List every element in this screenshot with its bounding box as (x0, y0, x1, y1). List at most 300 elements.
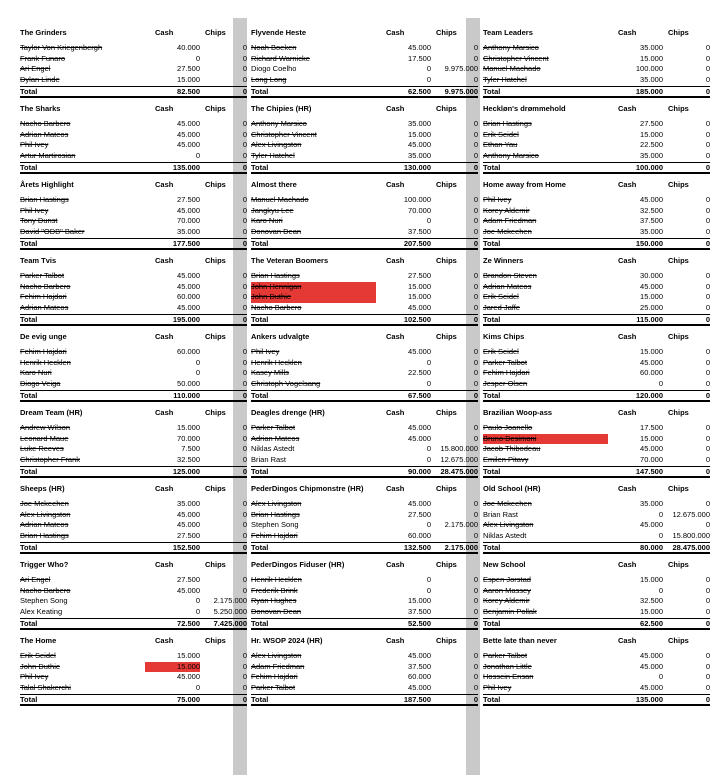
team-title: Sheeps (HR) (20, 484, 65, 493)
team-header-row (20, 256, 247, 268)
player-chips: 0 (242, 227, 247, 237)
player-chips: 0 (473, 509, 478, 519)
team-header-row (20, 560, 247, 572)
player-cash: 45.000 (640, 651, 663, 660)
player-name: Fehim Hajdari (251, 531, 298, 541)
total-chips: 0 (473, 618, 478, 628)
team-table (20, 636, 247, 706)
chips-header: Chips (436, 180, 457, 189)
total-row (483, 618, 710, 631)
team-header-row (251, 104, 478, 116)
player-chips: 0 (473, 75, 478, 85)
player-name: Brandon Steven (483, 271, 537, 280)
player-chips: 0 (473, 227, 478, 237)
total-chips: 28.475.000 (672, 542, 710, 552)
team-header-row (251, 636, 478, 648)
total-row (20, 86, 247, 99)
total-chips: 9.975.000 (444, 86, 478, 96)
player-row (483, 520, 710, 531)
total-row (483, 314, 710, 327)
team-title: The Chipies (HR) (251, 104, 312, 113)
player-chips: 0 (705, 651, 710, 660)
total-cash: 100.000 (635, 162, 663, 172)
player-cash: 100.000 (403, 195, 431, 204)
player-cash: 15.000 (640, 607, 663, 617)
player-row (20, 499, 247, 510)
team-table (20, 408, 247, 478)
total-row (20, 466, 247, 479)
total-label: Total (483, 238, 501, 248)
player-row (20, 434, 247, 445)
player-row (483, 510, 710, 521)
player-chips: 0 (242, 303, 247, 313)
player-chips: 0 (705, 129, 710, 139)
player-name: Adrian Mateos (20, 520, 69, 530)
team-table (20, 332, 247, 402)
chips-header: Chips (668, 28, 689, 37)
player-name: Benjamin Pollak (483, 607, 537, 617)
player-cash: 37.500 (408, 661, 431, 671)
total-chips: 0 (705, 86, 710, 96)
player-chips: 0 (473, 683, 478, 693)
total-chips: 2.175.000 (444, 542, 478, 552)
player-chips: 0 (473, 596, 478, 606)
player-row (251, 347, 478, 358)
player-cash: 0 (195, 357, 200, 367)
team-header-row (483, 560, 710, 572)
player-name: Parker Talbot (20, 271, 65, 280)
player-chips: 0 (473, 607, 478, 617)
player-chips: 0 (242, 292, 247, 302)
player-cash: 40.000 (177, 43, 200, 52)
player-cash: 32.500 (640, 596, 663, 606)
player-row (251, 54, 478, 65)
player-name: Jonathan Little (483, 661, 532, 671)
player-cash: 45.000 (177, 585, 200, 595)
player-chips: 0 (705, 271, 710, 280)
player-row (251, 303, 478, 314)
team-table (251, 256, 478, 326)
chips-header: Chips (436, 636, 457, 645)
player-cash: 37.500 (408, 227, 431, 237)
player-chips: 0 (473, 43, 478, 52)
player-row (251, 575, 478, 586)
player-chips: 0 (473, 423, 478, 432)
team-title: The Sharks (20, 104, 61, 113)
player-row (251, 195, 478, 206)
player-name: Jangkyu Lee (251, 205, 294, 215)
player-row (251, 434, 478, 445)
chips-header: Chips (436, 256, 457, 265)
team-title: PederDingos Fiduser (HR) (251, 560, 345, 569)
total-label: Total (20, 466, 38, 476)
player-cash: 15.000 (640, 433, 663, 443)
player-row (20, 444, 247, 455)
player-chips: 0 (705, 140, 710, 150)
team-header-row (20, 484, 247, 496)
player-chips: 2.175.000 (213, 596, 247, 606)
player-name: Brian Hastings (251, 509, 300, 519)
player-name: Christopher Frank (20, 455, 81, 465)
player-chips: 0 (473, 281, 478, 291)
cash-header: Cash (386, 28, 405, 37)
team-table (251, 560, 478, 630)
player-name: Erik Seidel (483, 292, 519, 302)
player-cash: 0 (426, 455, 431, 465)
total-cash: 132.500 (403, 542, 431, 552)
total-row (20, 162, 247, 175)
team-title: The Home (20, 636, 57, 645)
player-chips: 0 (242, 672, 247, 682)
team-header-row (251, 180, 478, 192)
player-row (251, 130, 478, 141)
player-cash: 0 (195, 53, 200, 63)
team-table (483, 484, 710, 554)
player-row (20, 347, 247, 358)
player-name: Henrik Hecklen (251, 357, 302, 367)
total-row (20, 238, 247, 251)
total-cash: 90.000 (408, 466, 431, 476)
total-chips: 0 (473, 162, 478, 172)
player-row (483, 358, 710, 369)
total-row (251, 618, 478, 631)
player-row (483, 54, 710, 65)
cash-header: Cash (618, 408, 637, 417)
player-name: Donovan Dean (251, 607, 302, 617)
total-chips: 0 (242, 390, 247, 400)
player-cash: 50.000 (177, 379, 200, 389)
player-name: Fehim Hajdari (20, 292, 67, 302)
total-chips: 0 (705, 694, 710, 704)
cash-header: Cash (386, 256, 405, 265)
player-chips: 15.800.000 (440, 444, 478, 454)
player-row (483, 140, 710, 151)
player-chips: 0 (705, 520, 710, 530)
team-header-row (483, 636, 710, 648)
player-row (20, 368, 247, 379)
total-label: Total (251, 466, 269, 476)
player-name: Joe Mckeehen (20, 499, 69, 508)
cash-header: Cash (618, 560, 637, 569)
player-name: Nacho Barbero (20, 585, 71, 595)
player-cash: 60.000 (177, 347, 200, 356)
player-row (20, 672, 247, 683)
total-row (20, 618, 247, 631)
team-table (251, 408, 478, 478)
team-table (483, 560, 710, 630)
player-cash: 27.500 (177, 195, 200, 204)
player-row (20, 282, 247, 293)
player-name: Korey Aldemir (483, 596, 530, 606)
player-row (251, 43, 478, 54)
total-label: Total (20, 86, 38, 96)
player-cash: 60.000 (408, 672, 431, 682)
player-row (251, 683, 478, 694)
player-cash: 60.000 (177, 292, 200, 302)
player-name: Joe Mckeehen (483, 227, 532, 237)
player-name: Joe Mckeehen (483, 499, 532, 508)
team-table (483, 28, 710, 98)
player-row (483, 607, 710, 618)
player-cash: 0 (195, 151, 200, 161)
player-row (251, 455, 478, 466)
total-cash: 115.000 (636, 314, 663, 324)
player-row (483, 423, 710, 434)
player-row (20, 586, 247, 597)
player-name: Nacho Barbero (20, 119, 71, 128)
player-row (251, 216, 478, 227)
player-name: Manuel Machado (251, 195, 309, 204)
player-chips: 0 (242, 651, 247, 660)
player-chips: 0 (242, 423, 247, 432)
player-chips: 0 (705, 433, 710, 443)
player-name: Anthony Marsico (251, 119, 307, 128)
player-chips: 0 (242, 271, 247, 280)
player-row (20, 662, 247, 673)
player-cash: 0 (658, 509, 663, 519)
player-chips: 0 (705, 357, 710, 367)
player-name: Tyler Hatchel (251, 151, 295, 161)
team-table (483, 256, 710, 326)
player-cash: 37.500 (408, 607, 431, 617)
team-title: Dream Team (HR) (20, 408, 83, 417)
player-row (251, 651, 478, 662)
player-row (251, 662, 478, 673)
total-label: Total (251, 238, 269, 248)
total-chips: 28.475.000 (440, 466, 478, 476)
player-name: Karo Nuri (251, 216, 283, 226)
chips-header: Chips (436, 560, 457, 569)
team-table (251, 332, 478, 402)
player-name: Niklas Astedt (251, 444, 295, 454)
player-cash: 15.000 (640, 575, 663, 584)
total-cash: 185.000 (635, 86, 663, 96)
player-row (20, 292, 247, 303)
team-title: Årets Highlight (20, 180, 74, 189)
player-name: Stephen Song (20, 596, 68, 606)
total-chips: 0 (705, 314, 710, 324)
team-table (483, 332, 710, 402)
player-chips: 0 (705, 672, 710, 682)
total-chips: 0 (473, 238, 478, 248)
total-chips: 0 (705, 162, 710, 172)
player-cash: 37.500 (640, 216, 663, 226)
total-row (251, 466, 478, 479)
player-cash: 0 (426, 216, 431, 226)
player-chips: 0 (242, 379, 247, 389)
total-label: Total (251, 314, 269, 324)
player-name: Dylan Linde (20, 75, 60, 85)
player-chips: 0 (705, 205, 710, 215)
player-row (20, 151, 247, 162)
player-row (483, 195, 710, 206)
total-cash: 82.500 (177, 86, 200, 96)
player-chips: 0 (242, 661, 247, 671)
total-cash: 130.000 (403, 162, 431, 172)
total-cash: 62.500 (640, 618, 663, 628)
chips-header: Chips (436, 332, 457, 341)
player-cash: 45.000 (177, 303, 200, 313)
player-row (483, 303, 710, 314)
team-table (20, 256, 247, 326)
player-name: Adam Friedman (251, 661, 305, 671)
player-row (251, 672, 478, 683)
cash-header: Cash (618, 104, 637, 113)
player-row (483, 499, 710, 510)
player-chips: 0 (705, 661, 710, 671)
player-name: Frank Funaro (20, 53, 66, 63)
player-cash: 70.000 (177, 216, 200, 226)
player-cash: 17.500 (408, 53, 431, 63)
player-row (483, 216, 710, 227)
player-row (20, 64, 247, 75)
player-chips: 0 (473, 651, 478, 660)
player-chips: 0 (705, 303, 710, 313)
player-chips: 12.675.000 (440, 455, 478, 465)
team-title: PederDingos Chipmonstre (HR) (251, 484, 364, 493)
player-row (483, 43, 710, 54)
player-name: Fehim Hajdari (483, 368, 530, 378)
player-row (483, 672, 710, 683)
player-cash: 0 (195, 368, 200, 378)
player-chips: 0 (705, 499, 710, 508)
player-cash: 35.000 (408, 119, 431, 128)
player-chips: 0 (705, 43, 710, 52)
total-label: Total (483, 314, 501, 324)
team-title: Deagles drenge (HR) (251, 408, 325, 417)
team-table (20, 560, 247, 630)
player-cash: 35.000 (177, 499, 200, 508)
player-row (20, 607, 247, 618)
player-cash: 45.000 (408, 43, 431, 52)
team-table (483, 408, 710, 478)
team-title: Hr. WSOP 2024 (HR) (251, 636, 323, 645)
player-row (20, 43, 247, 54)
player-name: Hossein Ensan (483, 672, 534, 682)
player-cash: 15.000 (408, 281, 431, 291)
player-cash: 70.000 (640, 455, 663, 465)
player-row (251, 586, 478, 597)
total-chips: 0 (473, 314, 478, 324)
player-name: Jesper Olsen (483, 379, 528, 389)
team-header-row (20, 408, 247, 420)
team-header-row (20, 636, 247, 648)
total-label: Total (20, 618, 38, 628)
total-chips: 0 (242, 238, 247, 248)
total-cash: 75.000 (177, 694, 200, 704)
cash-header: Cash (386, 104, 405, 113)
total-label: Total (20, 542, 38, 552)
total-row (251, 542, 478, 555)
total-cash: 150.000 (635, 238, 663, 248)
player-cash: 45.000 (408, 433, 431, 443)
total-row (20, 390, 247, 403)
player-name: Adam Friedman (483, 216, 537, 226)
team-table (483, 104, 710, 174)
total-cash: 125.000 (172, 466, 200, 476)
team-title: Ze Winners (483, 256, 524, 265)
player-chips: 0 (705, 596, 710, 606)
player-row (483, 64, 710, 75)
player-name: Fehim Hajdari (251, 672, 298, 682)
total-cash: 52.500 (408, 618, 431, 628)
player-name: Kasey Mills (251, 368, 289, 378)
team-header-row (251, 332, 478, 344)
player-chips: 0 (473, 53, 478, 63)
total-label: Total (251, 162, 269, 172)
player-name: Phil Ivey (483, 683, 512, 693)
team-table (483, 636, 710, 706)
total-row (483, 162, 710, 175)
team-title: The Grinders (20, 28, 67, 37)
player-chips: 12.675.000 (672, 509, 710, 519)
player-row (20, 423, 247, 434)
player-name: Ari Engel (20, 575, 51, 584)
player-row (251, 119, 478, 130)
player-name: Ethan Yau (483, 140, 518, 150)
chips-header: Chips (668, 636, 689, 645)
total-cash: 135.000 (635, 694, 663, 704)
player-row (251, 520, 478, 531)
total-cash: 152.500 (172, 542, 200, 552)
total-row (483, 86, 710, 99)
player-row (251, 206, 478, 217)
chips-header: Chips (205, 180, 226, 189)
player-chips: 0 (242, 140, 247, 150)
player-row (483, 151, 710, 162)
player-row (20, 227, 247, 238)
player-name: Alex Livingston (251, 651, 302, 660)
player-name: Christopher Vincent (251, 129, 317, 139)
player-cash: 15.000 (145, 662, 200, 673)
total-cash: 135.000 (172, 162, 200, 172)
player-row (251, 282, 478, 293)
player-name: Henrik Hecklen (251, 575, 302, 584)
player-name: Christoph Vogelsang (251, 379, 321, 389)
total-chips: 0 (242, 466, 247, 476)
player-chips: 0 (473, 205, 478, 215)
player-row (20, 520, 247, 531)
player-chips: 0 (473, 140, 478, 150)
chips-header: Chips (436, 104, 457, 113)
player-chips: 0 (473, 151, 478, 161)
player-row (20, 54, 247, 65)
player-cash: 15.000 (408, 292, 431, 302)
team-table (251, 180, 478, 250)
total-chips: 0 (473, 694, 478, 704)
player-chips: 0 (705, 683, 710, 693)
player-row (251, 151, 478, 162)
player-name: Phil Ivey (20, 140, 49, 150)
player-chips: 0 (242, 357, 247, 367)
player-chips: 0 (705, 216, 710, 226)
team-header-row (20, 332, 247, 344)
chips-header: Chips (668, 408, 689, 417)
team-title: Old School (HR) (483, 484, 541, 493)
player-chips: 0 (473, 303, 478, 313)
player-cash: 0 (195, 596, 200, 606)
total-row (20, 314, 247, 327)
team-header-row (20, 180, 247, 192)
player-row (20, 303, 247, 314)
total-row (251, 162, 478, 175)
player-name: Nacho Barbero (251, 303, 302, 313)
player-chips: 0 (705, 379, 710, 389)
total-row (251, 86, 478, 99)
player-cash: 45.000 (408, 423, 431, 432)
player-name: Espen Jorstad (483, 575, 531, 584)
player-name: Karo Nuri (20, 368, 52, 378)
